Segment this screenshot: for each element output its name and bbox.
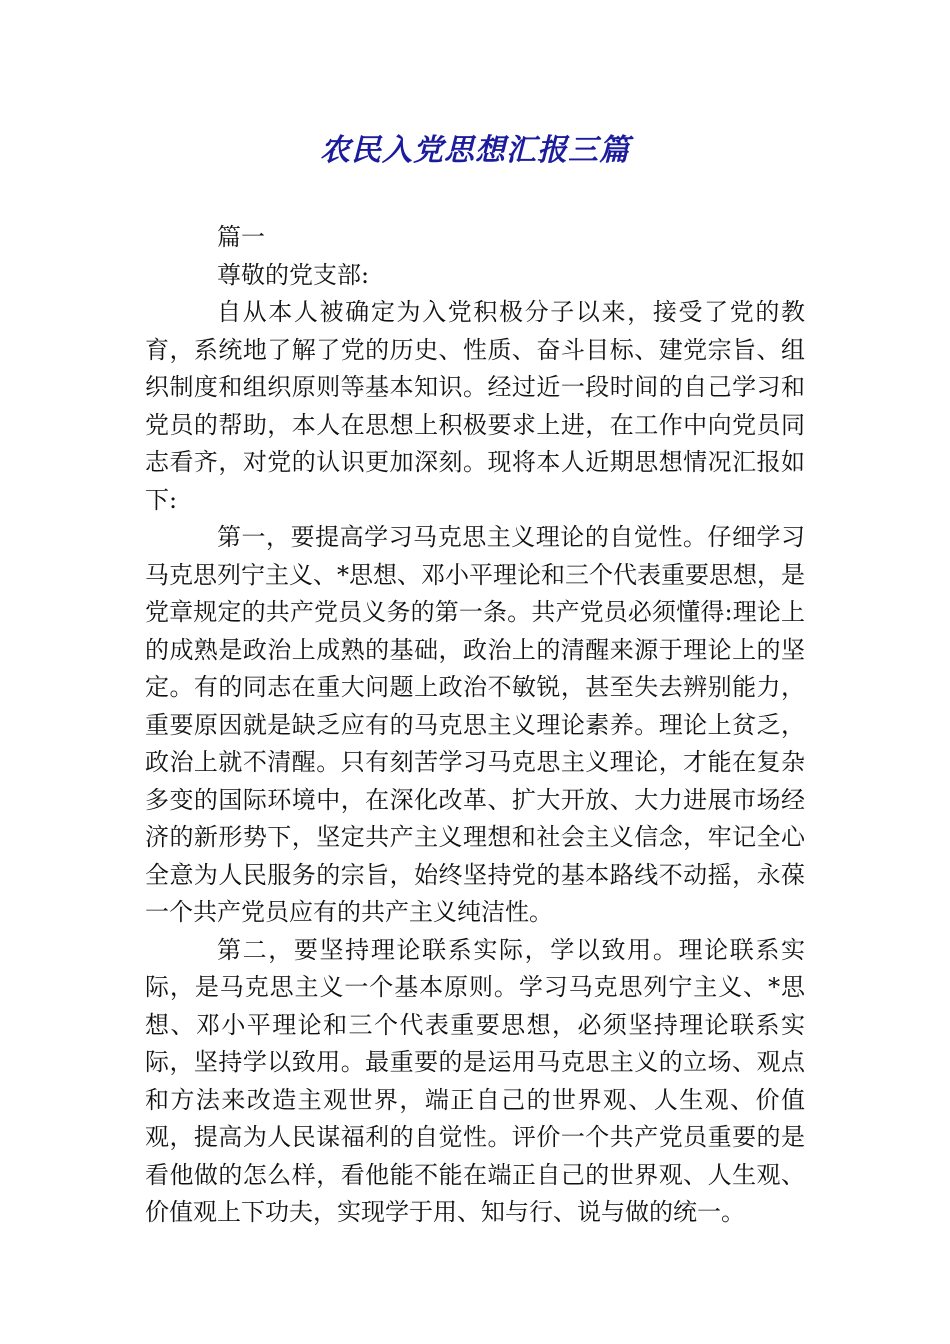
section-label: 篇一 (217, 223, 265, 251)
paragraph-first-point: 第一，要提高学习马克思主义理论的自觉性。仔细学习马克思列宁主义、*思想、邓小平理论和三个代表重要思想，是党章规定的共产党员义务的第一条。共产党员必须懂得:理论上的成熟是政治上成熟的基础，政治上的清醒来源于理论上的坚定。有的同志在重大问题上政治不敏锐，甚至失去辨别能力，重要原因就是缺乏应有的马克思主义理论素养。理论上贫乏，政治上就不清醒。只有刻苦学习马克思主义理论，才能在复杂多变的国际环境中，在深化改革、扩大开放、大力进展市场经济的新形势下，坚定共产主义理想和社会主义信念，牢记全心全意为人民服务的宗旨，始终坚持党的基本路线不动摇，永葆一个共产党员应有的共产主义纯洁性。 (145, 523, 805, 926)
paragraph-second-point: 第二，要坚持理论联系实际，学以致用。理论联系实际，是马克思主义一个基本原则。学习马克思列宁主义、*思想、邓小平理论和三个代表重要思想，必须坚持理论联系实际，坚持学以致用。最重要的是运用马克思主义的立场、观点和方法来改造主观世界，端正自己的世界观、人生观、价值观，提高为人民谋福利的自觉性。评价一个共产党员重要的是看他做的怎么样，看他能不能在端正自己的世界观、人生观、价值观上下功夫，实现学于用、知与行、说与做的统一。 (145, 935, 805, 1226)
document-title: 农民入党思想汇报三篇 (320, 133, 630, 168)
paragraph-intro: 自从本人被确定为入党积极分子以来，接受了党的教育，系统地了解了党的历史、性质、奋斗目标、建党宗旨、组织制度和组织原则等基本知识。经过近一段时间的自己学习和党员的帮助，本人在思想上积极要求上进，在工作中向党员同志看齐，对党的认识更加深刻。现将本人近期思想情况汇报如下: (145, 298, 805, 514)
salutation: 尊敬的党支部: (217, 260, 370, 289)
document-body (145, 219, 805, 1232)
